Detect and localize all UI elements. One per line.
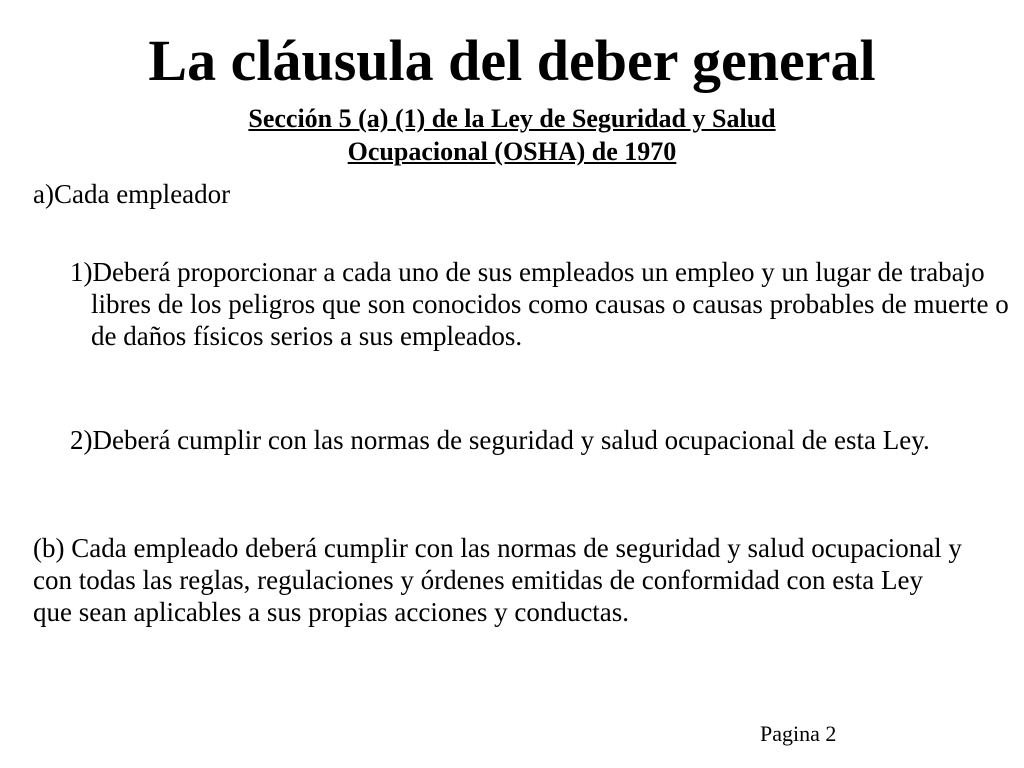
list-item-1: 1)Deberá proporcionar a cada uno de sus empleados un empleo y un lugar de trabajo libres de los peligros que son conocidos como causas o causas probables de muerte o de daños físicos serios a sus empleados. (70, 257, 1009, 351)
list-item-2: 2)Deberá cumplir con las normas de seguridad y salud ocupacional de esta Ley. (70, 425, 930, 455)
page-number: Pagina 2 (760, 721, 837, 746)
paragraph-b: (b) Cada empleado deberá cumplir con las normas de seguridad y salud ocupacional y con todas las reglas, regulaciones y órdenes emitidas de conformidad con esta Ley que sean aplicables a sus propias acciones y conductas. (33, 533, 962, 627)
slide-subtitle (0, 102, 1024, 168)
slide-title: La cláusula del deber general (148, 28, 876, 93)
subtitle-line-1: Sección 5 (a) (1) de la Ley de Seguridad y Salud (248, 104, 776, 133)
subtitle-line-2: Ocupacional (OSHA) de 1970 (347, 137, 677, 166)
paragraph-a: a)Cada empleador (33, 179, 231, 209)
